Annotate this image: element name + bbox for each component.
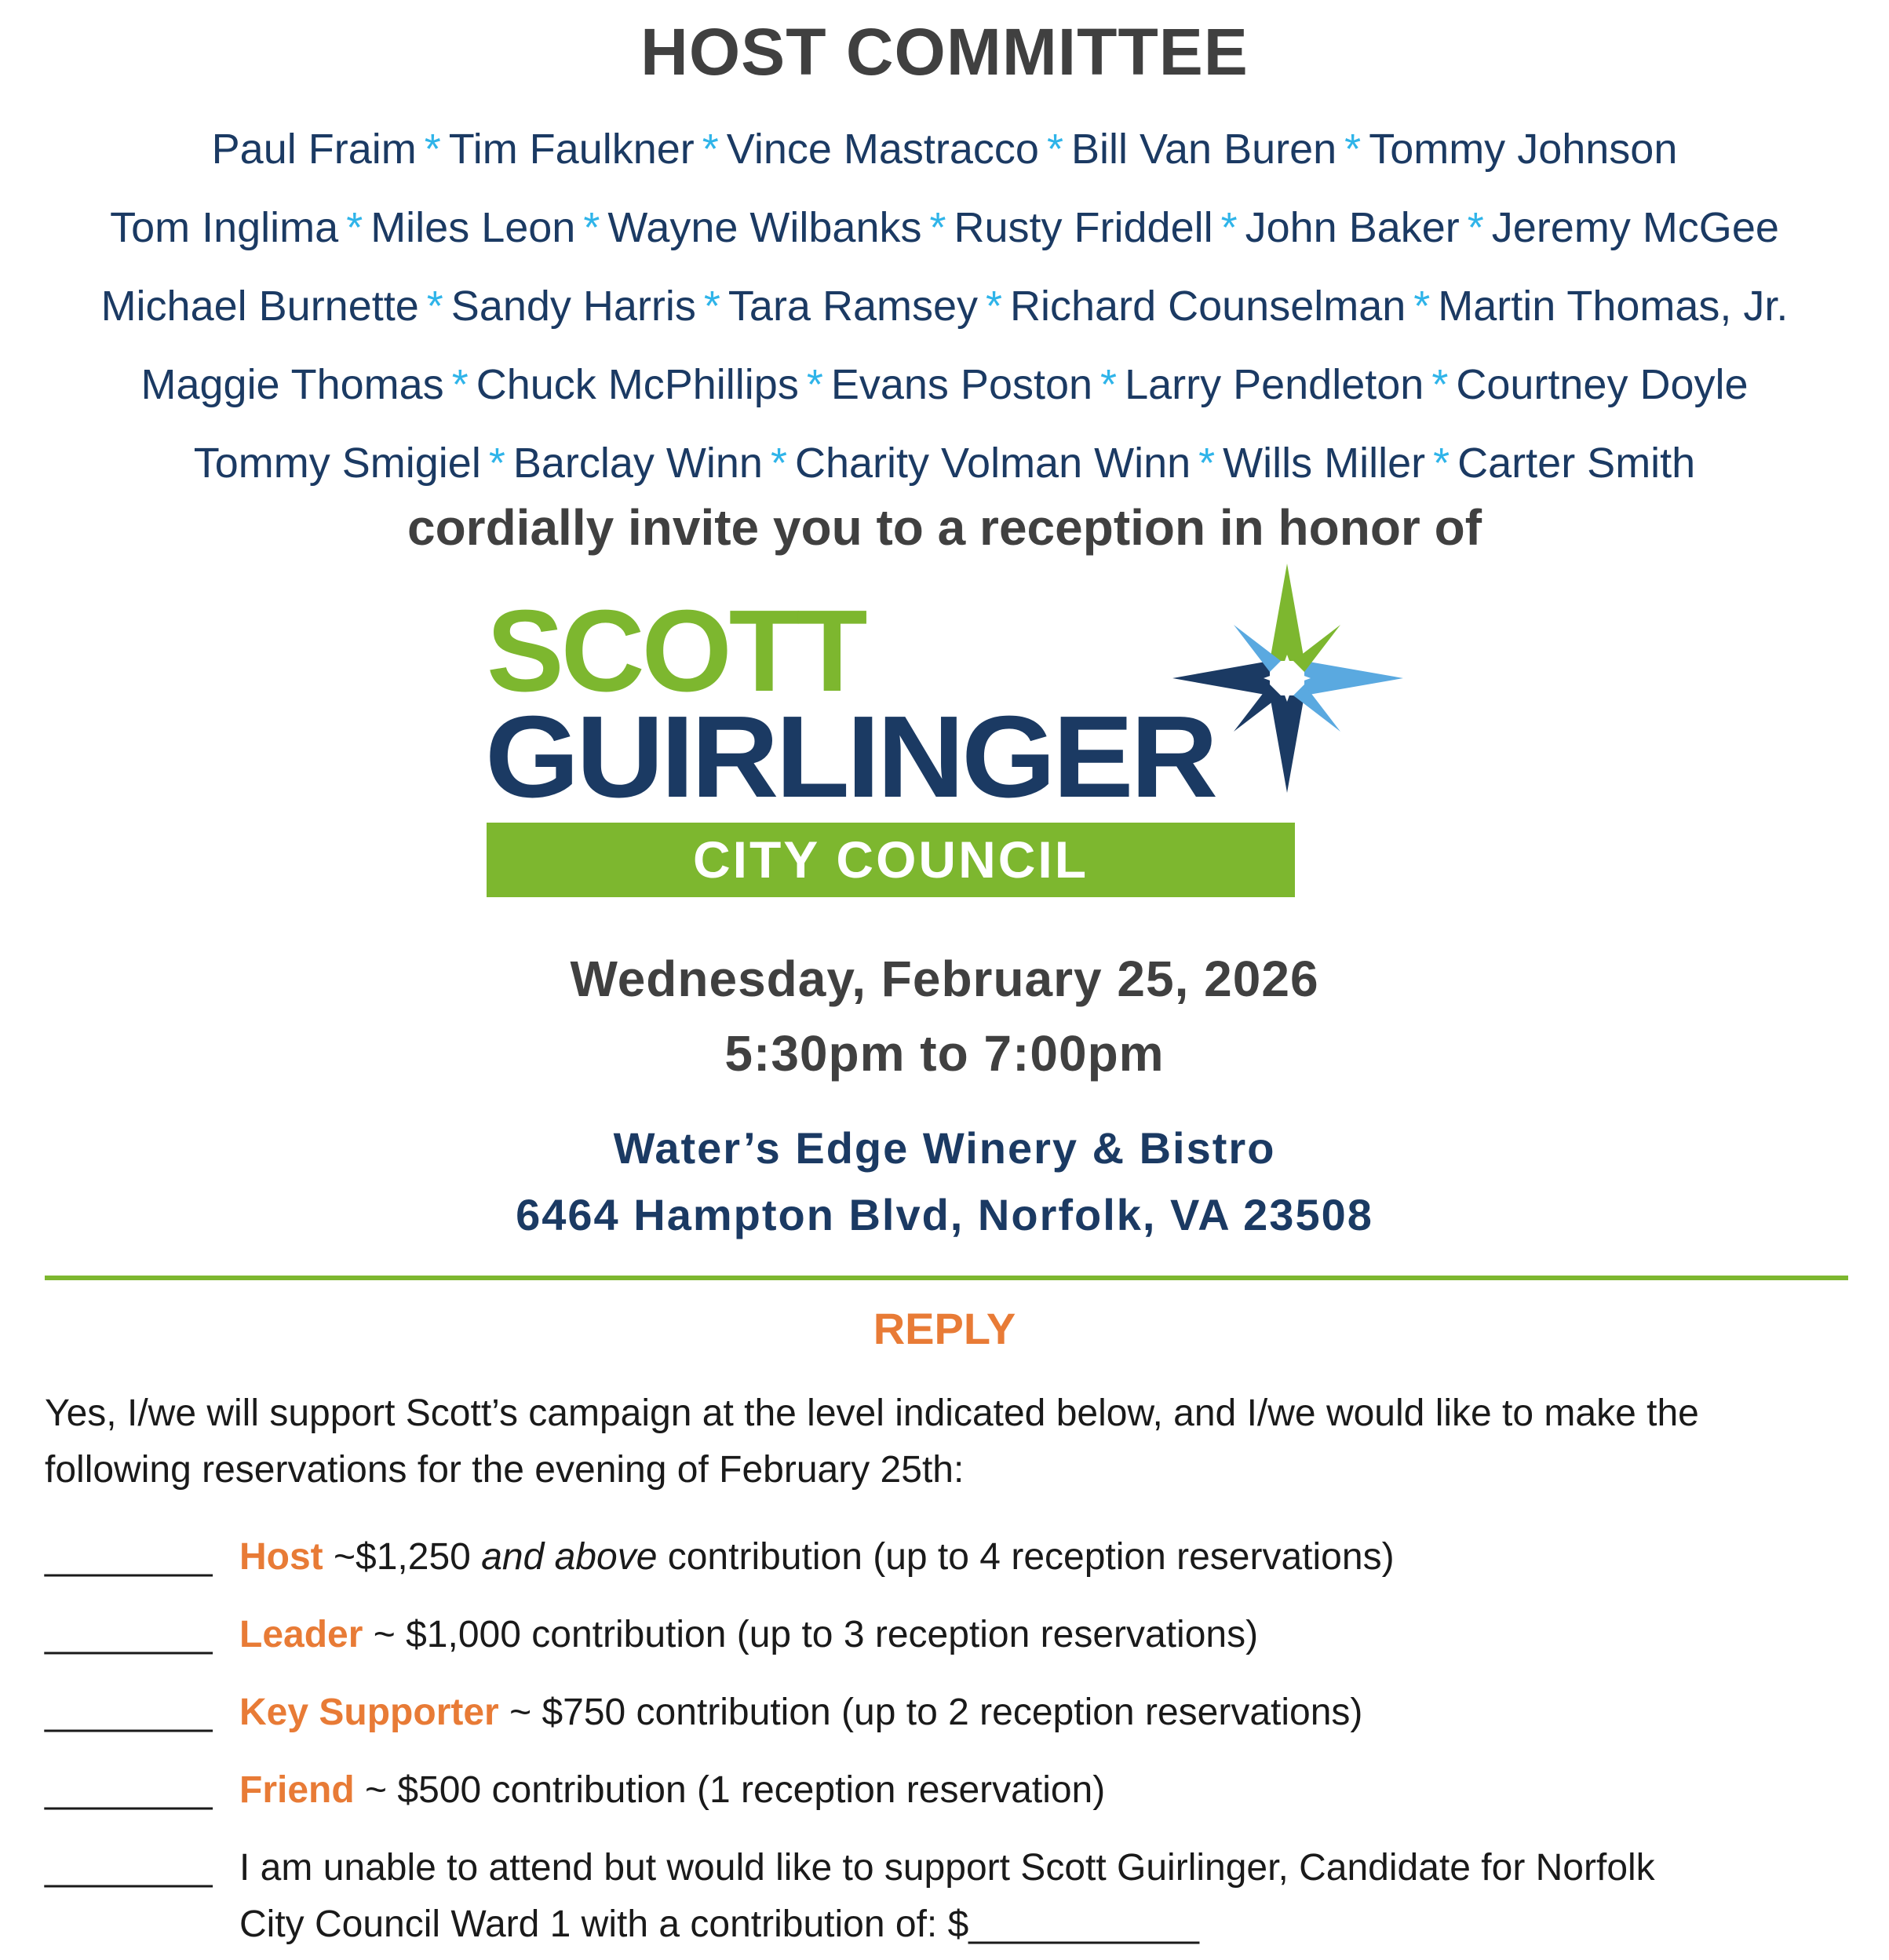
candidate-logo bbox=[471, 557, 1413, 903]
separator-asterisk: * bbox=[488, 440, 505, 487]
event-venue: Water’s Edge Winery & Bistro bbox=[613, 1123, 1276, 1173]
committee-member-name: Wayne Wilbanks bbox=[607, 204, 922, 251]
unable-text-line-1: I am unable to attend but would like to support Scott Guirlinger, Candidate for Norfolk bbox=[239, 1847, 1655, 1889]
logo-last-name: GUIRLINGER bbox=[485, 692, 1216, 822]
committee-member-name: Evans Poston bbox=[830, 361, 1093, 408]
committee-member-name: Tommy Johnson bbox=[1369, 126, 1678, 173]
separator-asterisk: * bbox=[1467, 204, 1484, 251]
separator-asterisk: * bbox=[1198, 440, 1216, 487]
committee-row bbox=[0, 188, 1889, 267]
committee-member-name: Paul Fraim bbox=[211, 126, 417, 173]
separator-asterisk: * bbox=[929, 204, 946, 251]
level-blank-field[interactable]: ________ bbox=[45, 1847, 213, 1889]
committee-member-name: Carter Smith bbox=[1457, 440, 1696, 487]
level-description: ~ $500 contribution (1 reception reservation) bbox=[354, 1769, 1106, 1811]
separator-asterisk: * bbox=[1344, 126, 1362, 173]
level-description: ~ $750 contribution (up to 2 reception reservations) bbox=[498, 1692, 1363, 1733]
separator-asterisk: * bbox=[703, 283, 720, 330]
event-date: Wednesday, February 25, 2026 bbox=[570, 951, 1319, 1007]
committee-member-name: Martin Thomas, Jr. bbox=[1438, 283, 1789, 330]
separator-asterisk: * bbox=[986, 283, 1003, 330]
separator-asterisk: * bbox=[1046, 126, 1063, 173]
separator-asterisk: * bbox=[424, 126, 441, 173]
level-amount: ~$1,250 bbox=[323, 1536, 482, 1578]
committee-member-name: Tom Inglima bbox=[110, 204, 339, 251]
event-address: 6464 Hampton Blvd, Norfolk, VA 23508 bbox=[516, 1190, 1373, 1239]
separator-asterisk: * bbox=[426, 283, 443, 330]
committee-member-name: Tommy Smigiel bbox=[193, 440, 481, 487]
separator-asterisk: * bbox=[702, 126, 719, 173]
committee-member-name: Tim Faulkner bbox=[448, 126, 695, 173]
level-blank-field[interactable]: ________ bbox=[45, 1692, 213, 1733]
host-committee-list bbox=[0, 110, 1889, 502]
invitation-line: cordially invite you to a reception in honor of bbox=[407, 499, 1482, 556]
level-qualifier: and above bbox=[481, 1536, 658, 1578]
section-divider bbox=[45, 1276, 1848, 1280]
separator-asterisk: * bbox=[1433, 440, 1450, 487]
committee-member-name: Chuck McPhillips bbox=[476, 361, 799, 408]
committee-member-name: John Baker bbox=[1245, 204, 1460, 251]
committee-member-name: Michael Burnette bbox=[100, 283, 419, 330]
level-blank-field[interactable]: ________ bbox=[45, 1769, 213, 1811]
committee-member-name: Tara Ramsey bbox=[728, 283, 979, 330]
event-time: 5:30pm to 7:00pm bbox=[724, 1025, 1165, 1082]
committee-row bbox=[0, 110, 1889, 188]
separator-asterisk: * bbox=[1431, 361, 1449, 408]
separator-asterisk: * bbox=[1413, 283, 1431, 330]
separator-asterisk: * bbox=[1220, 204, 1238, 251]
reply-intro: Yes, I/we will support Scott’s campaign at the level indicated below, and I/we would like to make the following reservations for the evening of February 25th: bbox=[45, 1392, 1699, 1491]
committee-member-name: Rusty Friddell bbox=[954, 204, 1213, 251]
level-name: Friend bbox=[239, 1769, 355, 1811]
page-title: HOST COMMITTEE bbox=[640, 15, 1249, 89]
committee-member-name: Courtney Doyle bbox=[1456, 361, 1749, 408]
level-description: contribution (up to 4 reception reservations) bbox=[657, 1536, 1395, 1578]
committee-member-name: Barclay Winn bbox=[512, 440, 763, 487]
committee-row bbox=[0, 424, 1889, 502]
logo-first-name: SCOTT bbox=[487, 586, 865, 716]
committee-member-name: Vince Mastracco bbox=[726, 126, 1039, 173]
committee-member-name: Bill Van Buren bbox=[1070, 126, 1337, 173]
committee-member-name: Miles Leon bbox=[370, 204, 576, 251]
committee-member-name: Sandy Harris bbox=[450, 283, 696, 330]
level-blank-field[interactable]: ________ bbox=[45, 1614, 213, 1655]
logo-office: CITY COUNCIL bbox=[692, 830, 1089, 889]
committee-member-name: Wills Miller bbox=[1223, 440, 1426, 487]
separator-asterisk: * bbox=[806, 361, 823, 408]
committee-member-name: Maggie Thomas bbox=[140, 361, 444, 408]
separator-asterisk: * bbox=[770, 440, 787, 487]
committee-member-name: Charity Volman Winn bbox=[794, 440, 1191, 487]
level-name: Key Supporter bbox=[239, 1692, 499, 1733]
committee-row bbox=[0, 345, 1889, 424]
reply-heading: REPLY bbox=[873, 1304, 1016, 1353]
committee-row bbox=[0, 267, 1889, 345]
separator-asterisk: * bbox=[583, 204, 600, 251]
separator-asterisk: * bbox=[1100, 361, 1118, 408]
level-name: Leader bbox=[239, 1614, 363, 1655]
level-name: Host bbox=[239, 1536, 323, 1578]
committee-member-name: Richard Counselman bbox=[1010, 283, 1406, 330]
committee-member-name: Jeremy McGee bbox=[1491, 204, 1779, 251]
level-description: ~ $1,000 contribution (up to 3 reception reservations) bbox=[363, 1614, 1259, 1655]
level-blank-field[interactable]: ________ bbox=[45, 1536, 213, 1578]
separator-asterisk: * bbox=[346, 204, 363, 251]
separator-asterisk: * bbox=[451, 361, 469, 408]
unable-text-line-2[interactable]: City Council Ward 1 with a contribution of: $___________ bbox=[239, 1903, 1199, 1945]
committee-member-name: Larry Pendleton bbox=[1125, 361, 1424, 408]
